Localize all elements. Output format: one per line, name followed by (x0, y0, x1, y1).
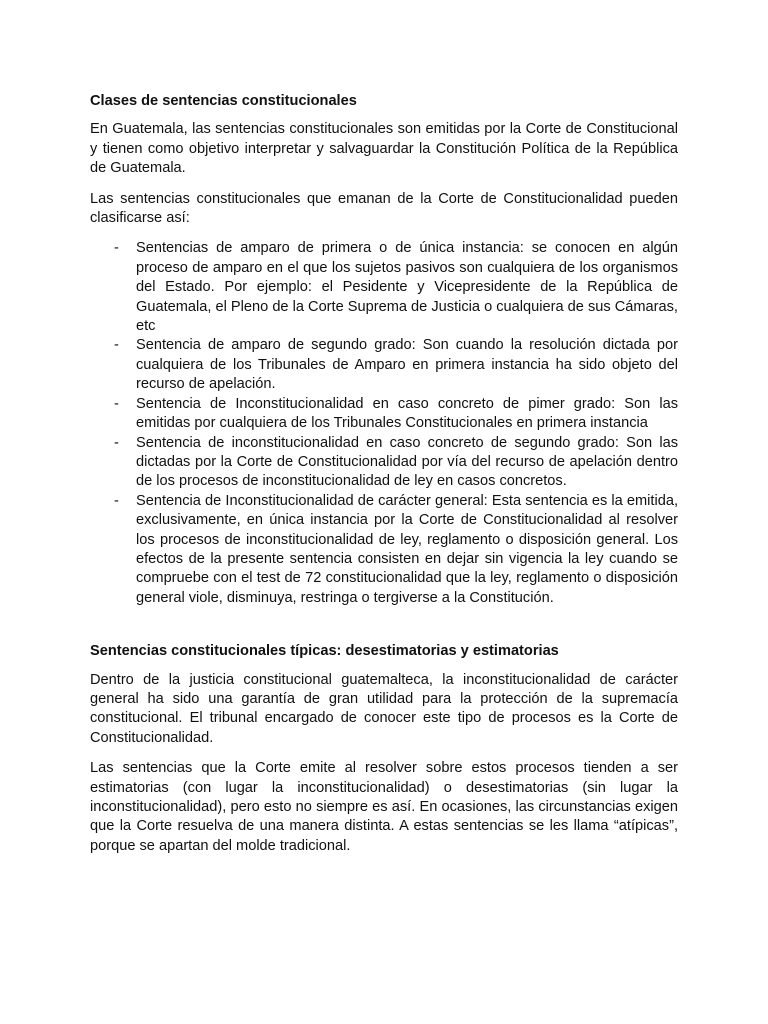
list-item-text: Sentencia de inconstitucionalidad en caso concreto de segundo grado: Son las dictadas por la Corte de Constitucionalidad por vía del recurso de apelación dentro de los procesos de inconstitucionalidad de ley en casos concretos. (136, 434, 678, 490)
section-heading-tipicas: Sentencias constitucionales típicas: desestimatorias y estimatorias (90, 643, 559, 660)
list-item (90, 434, 678, 492)
paragraph-clasificacion: Las sentencias constitucionales que emanan de la Corte de Constitucionalidad pueden clasificarse así: (90, 190, 678, 227)
list-item (90, 492, 678, 608)
list-item-text: Sentencia de Inconstitucionalidad de carácter general: Esta sentencia es la emitida, exclusivamente, en única instancia por la Corte de Constitucionalidad al resolver los procesos de inconstitucionalidad de ley, reglamento o disposición general. Los efectos de la presente sentencia consisten en dejar sin vigencia la ley cuando se compruebe con el test de 72 constitucionalidad que la ley, reglamento o disposición general viole, disminuya, restringa o tergiverse a la Constitución. (136, 492, 678, 606)
sentencias-list (90, 239, 678, 608)
list-item (90, 239, 678, 336)
bullet-marker: - (114, 240, 119, 257)
section-heading-clases: Clases de sentencias constitucionales (90, 93, 357, 109)
document-page (90, 92, 678, 867)
bullet-marker: - (114, 337, 119, 354)
paragraph-intro: En Guatemala, las sentencias constitucionales son emitidas por la Corte de Constitucional y tienen como objetivo interpretar y salvaguardar la Constitución Política de la República de Guatemala. (90, 121, 678, 177)
paragraph-atipicas: Las sentencias que la Corte emite al resolver sobre estos procesos tienden a ser estimatorias (con lugar la inconstitucionalidad) o desestimatorias (sin lugar la inconstitucionalidad), pero esto no siempre es así. En ocasiones, las circunstancias exigen que la Corte resuelva de una manera distinta. A estas sentencias se les llama “atípicas”, porque se apartan del molde tradicional. (90, 760, 678, 854)
bullet-marker: - (114, 434, 119, 451)
paragraph-justicia: Dentro de la justicia constitucional guatemalteca, la inconstitucionalidad de carácter general ha sido una garantía de gran utilidad para la protección de la supremacía constitucional. El tribunal encargado de conocer este tipo de procesos es la Corte de Constitucionalidad. (90, 671, 678, 746)
bullet-marker: - (114, 395, 119, 412)
list-item-text: Sentencia de Inconstitucionalidad en caso concreto de pimer grado: Son las emitidas por cualquiera de los Tribunales Constitucionales en primera instancia (136, 395, 678, 432)
list-item-text: Sentencias de amparo de primera o de única instancia: se conocen en algún proceso de amparo en el que los sujetos pasivos son cualquiera de los organismos del Estado. Por ejemplo: el Pesidente y Vicepresidente de la República de Guatemala, el Pleno de la Corte Suprema de Justicia o cualquiera de sus Cámaras, etc (136, 240, 678, 335)
list-item-text: Sentencia de amparo de segundo grado: Son cuando la resolución dictada por cualquiera de los Tribunales de Amparo en primera instancia ha sido objeto del recurso de apelación. (136, 337, 678, 393)
list-item (90, 336, 678, 394)
bullet-marker: - (114, 492, 119, 509)
list-item (90, 395, 678, 434)
